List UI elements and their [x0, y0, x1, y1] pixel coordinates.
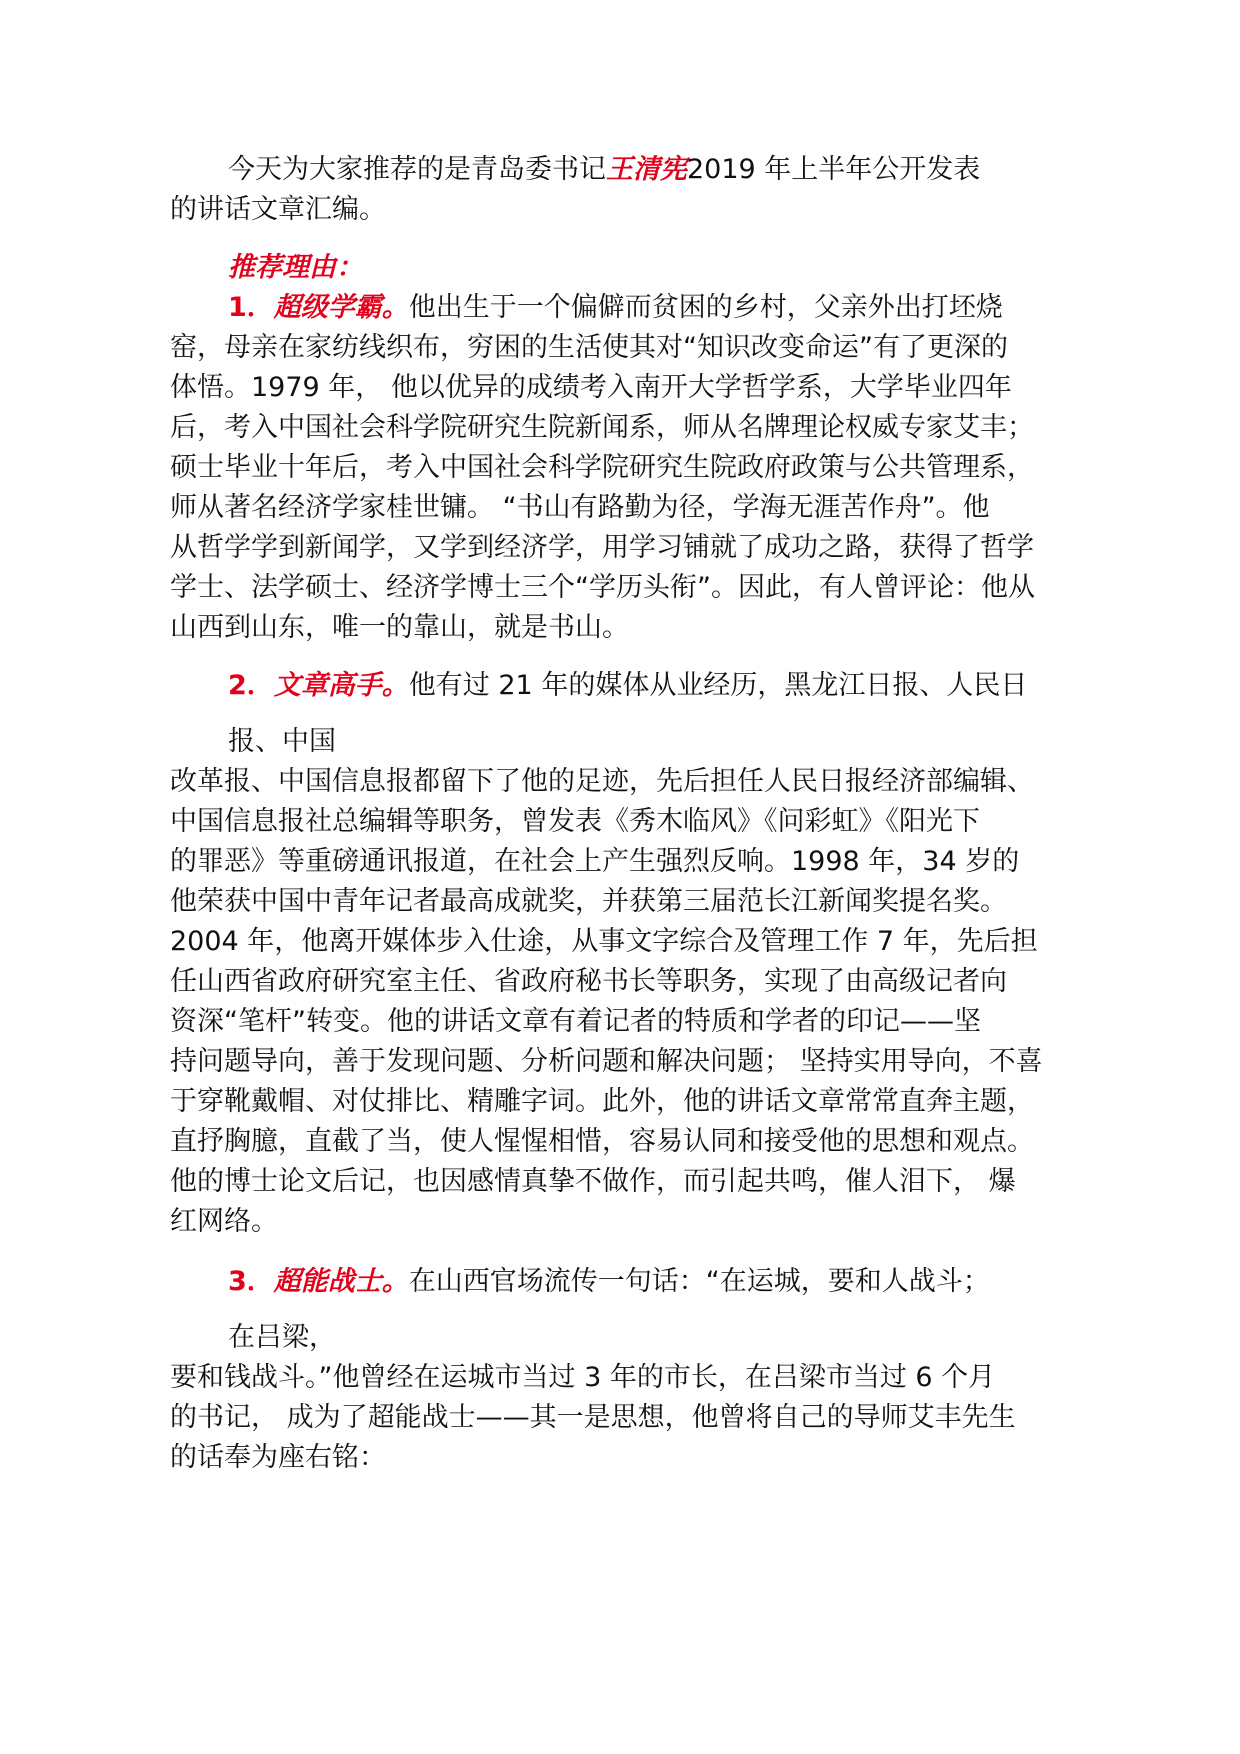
item3-line: 的书记， 成为了超能战士——其一是思想，他曾将自己的导师艾丰先生	[170, 1402, 1016, 1433]
item1-title: 超级学霸。	[273, 292, 409, 323]
highlighted-name: 王清宪	[606, 154, 687, 185]
item2-number: 2．	[228, 670, 274, 701]
item2-line: 任山西省政府研究室主任、省政府秘书长等职务，实现了由高级记者向	[170, 966, 1007, 997]
item1-number: 1．	[228, 292, 274, 323]
item2-line: 他的博士论文后记，也因感情真挚不做作，而引起共鸣，催人泪下， 爆	[170, 1166, 1016, 1197]
intro-suffix: 2019 年上半年公开发表	[687, 154, 981, 185]
item3-title: 超能战士。	[273, 1266, 409, 1297]
item2-line: 中国信息报社总编辑等职务，曾发表《秀木临风》《问彩虹》《阳光下	[170, 806, 980, 837]
item3-text: 在山西官场流传一句话：“在运城，要和人战斗；	[408, 1266, 990, 1297]
item2-line: 持问题导向，善于发现问题、分析问题和解决问题； 坚持实用导向，不喜	[170, 1046, 1043, 1077]
item2-line: 红网络。	[170, 1206, 278, 1237]
item1-first-line	[228, 288, 1003, 328]
item2-title: 文章高手。	[273, 670, 409, 701]
reasons-heading: 推荐理由：	[228, 252, 363, 283]
intro-prefix: 今天为大家推荐的是青岛委书记	[228, 154, 606, 185]
item2-line: 资深“笔杆”转变。他的讲话文章有着记者的特质和学者的印记——坚	[170, 1006, 981, 1037]
item1-text: 他出生于一个偏僻而贫困的乡村，父亲外出打坯烧	[408, 292, 1003, 323]
item2-line: 改革报、中国信息报都留下了他的足迹，先后担任人民日报经济部编辑、	[170, 766, 1034, 797]
intro-line-1	[228, 150, 980, 190]
item1-line: 学士、法学硕士、经济学博士三个“学历头衔”。因此，有人曾评论：他从	[170, 572, 1035, 603]
item1-line: 后，考入中国社会科学院研究生院新闻系，师从名牌理论权威专家艾丰；	[170, 412, 1034, 443]
item1-line: 山西到山东，唯一的靠山，就是书山。	[170, 612, 629, 643]
item2-line: 他荣获中国中青年记者最高成就奖，并获第三届范长江新闻奖提名奖。	[170, 886, 1007, 917]
item2-line: 直抒胸臆，直截了当，使人惺惺相惜，容易认同和接受他的思想和观点。	[170, 1126, 1034, 1157]
item1-line: 窑，母亲在家纺线织布，穷困的生活使其对“知识改变命运”有了更深的	[170, 332, 1008, 363]
item2-line: 于穿靴戴帽、对仗排比、精雕字词。此外，他的讲话文章常常直奔主题，	[170, 1086, 1034, 1117]
item2-text: 他有过 21 年的媒体从业经历，黑龙江日报、人民日	[408, 670, 1028, 701]
item2-line: 的罪恶》等重磅通讯报道，在社会上产生强烈反响。1998 年，34 岁的	[170, 846, 1020, 877]
intro-line-2: 的讲话文章汇编。	[170, 194, 386, 225]
item1-line: 体悟。1979 年， 他以优异的成绩考入南开大学哲学系，大学毕业四年	[170, 372, 1012, 403]
item3-number: 3．	[228, 1266, 274, 1297]
item3-line: 要和钱战斗。”他曾经在运城市当过 3 年的市长，在吕梁市当过 6 个月	[170, 1362, 996, 1393]
item1-line: 师从著名经济学家桂世镛。 “书山有路勤为径，学海无涯苦作舟”。他	[170, 492, 990, 523]
item1-line: 从哲学学到新闻学，又学到经济学，用学习铺就了成功之路，获得了哲学	[170, 532, 1034, 563]
item3-first-line	[228, 1262, 990, 1302]
item2-first-line	[228, 666, 1027, 706]
item3-line: 在吕梁，	[228, 1322, 336, 1353]
item1-line: 硕士毕业十年后，考入中国社会科学院研究生院政府政策与公共管理系，	[170, 452, 1034, 483]
item3-line: 的话奉为座右铭：	[170, 1442, 386, 1473]
item2-line: 2004 年，他离开媒体步入仕途，从事文字综合及管理工作 7 年，先后担	[170, 926, 1038, 957]
item2-line: 报、中国	[228, 726, 336, 757]
